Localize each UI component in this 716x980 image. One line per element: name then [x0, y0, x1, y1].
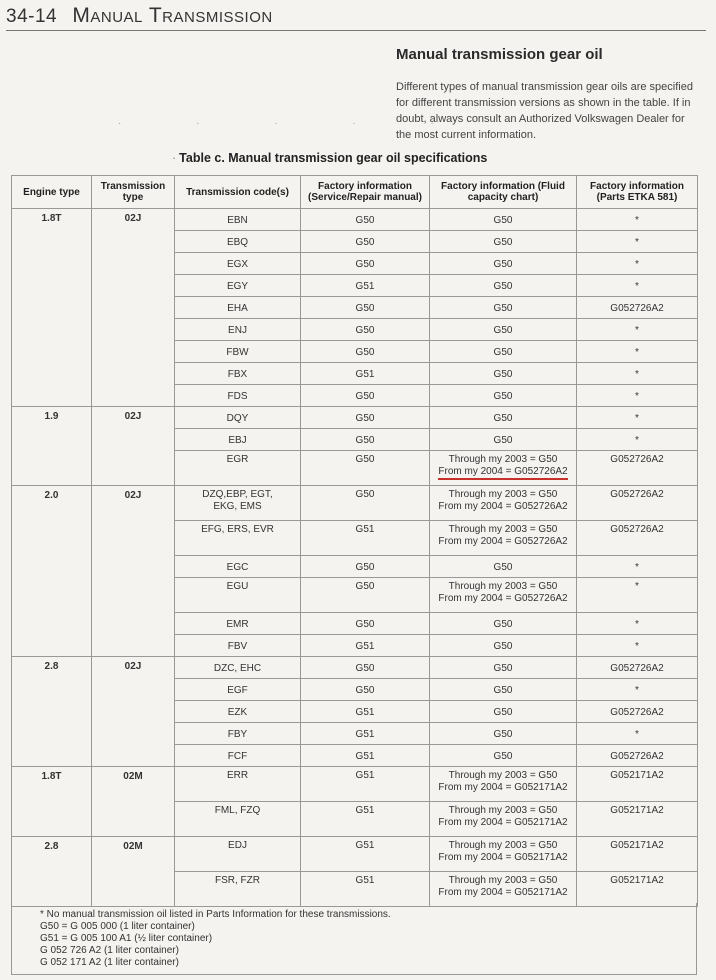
parts-etka-cell: * — [577, 275, 698, 297]
fluid-chart-line: G50 — [493, 685, 513, 696]
transmission-code-cell: EBQ — [175, 231, 301, 253]
engine-type-cell: 1.8T — [12, 767, 92, 837]
transmission-code-cell: FCF — [175, 745, 301, 767]
footnote-line: G51 = G 005 100 A1 (½ liter container) — [40, 933, 213, 944]
transmission-code-cell: EGX — [175, 253, 301, 275]
engine-type-cell: 1.8T — [12, 209, 92, 407]
service-manual-cell: G51 — [301, 723, 430, 745]
section-intro: Different types of manual transmission gear oils are specified for different transmission versions as shown in the table. If in doubt, always consult an Authorized Volkswagen Dealer for the most current information. — [396, 81, 693, 141]
parts-etka-cell: G052726A2 — [577, 451, 698, 486]
fluid-chart-line: From my 2004 = G052726A2 — [438, 536, 568, 547]
service-manual-cell: G51 — [301, 802, 430, 837]
fluid-chart-cell — [430, 657, 577, 679]
col-header-engine: Engine type — [12, 176, 92, 209]
table-body — [12, 209, 698, 907]
fluid-chart-line: From my 2004 = G052171A2 — [438, 887, 568, 898]
footnote-line: G 052 726 A2 (1 liter container) — [40, 945, 179, 956]
transmission-code-cell: EGR — [175, 451, 301, 486]
fluid-chart-cell — [430, 297, 577, 319]
red-underline-annotation — [438, 454, 567, 480]
table-row — [12, 837, 698, 872]
service-manual-cell: G51 — [301, 363, 430, 385]
parts-etka-cell: * — [577, 613, 698, 635]
parts-etka-cell: * — [577, 635, 698, 657]
service-manual-cell: G51 — [301, 521, 430, 556]
transmission-code-cell: EBJ — [175, 429, 301, 451]
col-header-fluid-chart: Factory information (Fluid capacity chart) — [430, 176, 577, 209]
parts-etka-cell: G052171A2 — [577, 802, 698, 837]
parts-etka-cell: * — [577, 319, 698, 341]
table-row — [12, 407, 698, 429]
parts-etka-cell: G052726A2 — [577, 486, 698, 521]
parts-etka-cell: G052726A2 — [577, 657, 698, 679]
transmission-code-cell: EHA — [175, 297, 301, 319]
service-manual-cell: G51 — [301, 745, 430, 767]
service-manual-cell: G50 — [301, 407, 430, 429]
fluid-chart-cell — [430, 363, 577, 385]
parts-etka-cell: * — [577, 363, 698, 385]
footnote-line: * No manual transmission oil listed in Parts Information for these transmissions. — [40, 909, 391, 920]
fluid-chart-cell — [430, 837, 577, 872]
table-row — [12, 486, 698, 521]
fluid-chart-line: Through my 2003 = G50 — [448, 875, 558, 886]
transmission-type-cell: 02J — [92, 209, 175, 407]
fluid-chart-line: G50 — [493, 215, 513, 226]
table-row — [12, 767, 698, 802]
transmission-code-cell: DZQ,EBP, EGT, EKG, EMS — [175, 486, 301, 521]
fluid-chart-cell — [430, 275, 577, 297]
fluid-chart-cell — [430, 767, 577, 802]
transmission-code-cell: ERR — [175, 767, 301, 802]
chapter-title: Manual Transmission — [72, 4, 273, 27]
fluid-chart-cell — [430, 429, 577, 451]
parts-etka-cell: * — [577, 407, 698, 429]
fluid-chart-line: Through my 2003 = G50 — [448, 524, 558, 535]
transmission-code-cell: EDJ — [175, 837, 301, 872]
service-manual-cell: G50 — [301, 679, 430, 701]
page-number: 34-14 — [6, 6, 58, 27]
service-manual-cell: G51 — [301, 635, 430, 657]
fluid-chart-line: G50 — [493, 281, 513, 292]
engine-type-cell: 2.8 — [12, 657, 92, 767]
engine-type-cell: 2.8 — [12, 837, 92, 907]
fluid-chart-line: From my 2004 = G052726A2 — [438, 593, 568, 604]
service-manual-cell: G51 — [301, 275, 430, 297]
fluid-chart-cell — [430, 385, 577, 407]
service-manual-cell: G50 — [301, 451, 430, 486]
service-manual-cell: G50 — [301, 231, 430, 253]
service-manual-cell: G51 — [301, 767, 430, 802]
transmission-type-cell: 02J — [92, 407, 175, 486]
fluid-chart-line: Through my 2003 = G50 — [448, 581, 558, 592]
table-title-text: Table c. Manual transmission gear oil specifications — [179, 151, 488, 165]
fluid-chart-cell — [430, 635, 577, 657]
transmission-type-cell: 02M — [92, 767, 175, 837]
parts-etka-cell: * — [577, 578, 698, 613]
fluid-chart-line: G50 — [493, 413, 513, 424]
transmission-code-cell: DZC, EHC — [175, 657, 301, 679]
service-manual-cell: G50 — [301, 613, 430, 635]
footnote-line: G50 = G 005 000 (1 liter container) — [40, 921, 195, 932]
service-manual-cell: G50 — [301, 429, 430, 451]
transmission-code-cell: EMR — [175, 613, 301, 635]
transmission-code-cell: EGF — [175, 679, 301, 701]
fluid-chart-line: G50 — [493, 303, 513, 314]
table-title: · Table c. Manual transmission gear oil specifications — [172, 151, 488, 165]
fluid-chart-cell — [430, 701, 577, 723]
service-manual-cell: G50 — [301, 209, 430, 231]
service-manual-cell: G50 — [301, 319, 430, 341]
service-manual-cell: G50 — [301, 297, 430, 319]
transmission-type-cell: 02M — [92, 837, 175, 907]
transmission-code-cell: FBV — [175, 635, 301, 657]
fluid-chart-cell — [430, 521, 577, 556]
service-manual-cell: G50 — [301, 657, 430, 679]
spec-table-wrap — [11, 175, 697, 976]
transmission-code-cell: FBY — [175, 723, 301, 745]
parts-etka-cell: * — [577, 429, 698, 451]
gear-oil-spec-table — [11, 175, 698, 907]
service-manual-cell: G51 — [301, 872, 430, 907]
footnotes — [11, 903, 697, 975]
parts-etka-cell: G052726A2 — [577, 297, 698, 319]
service-manual-cell: G51 — [301, 837, 430, 872]
footnote-line: G 052 171 A2 (1 liter container) — [40, 957, 179, 968]
fluid-chart-line: G50 — [493, 325, 513, 336]
fluid-chart-line: G50 — [493, 729, 513, 740]
fluid-chart-line: G50 — [493, 562, 513, 573]
col-header-service-manual: Factory information (Service/Repair manual) — [301, 176, 430, 209]
fluid-chart-line: From my 2004 = G052726A2 — [438, 466, 568, 477]
transmission-type-cell: 02J — [92, 486, 175, 657]
transmission-code-cell: FDS — [175, 385, 301, 407]
fluid-chart-line: G50 — [493, 663, 513, 674]
col-header-transmission-codes: Transmission code(s) — [175, 176, 301, 209]
parts-etka-cell: G052171A2 — [577, 767, 698, 802]
fluid-chart-line: From my 2004 = G052171A2 — [438, 782, 568, 793]
fluid-chart-line: G50 — [493, 707, 513, 718]
fluid-chart-line: G50 — [493, 619, 513, 630]
fluid-chart-cell — [430, 679, 577, 701]
col-header-parts-etka: Factory information (Parts ETKA 581) — [577, 176, 698, 209]
parts-etka-cell: * — [577, 341, 698, 363]
fluid-chart-cell — [430, 723, 577, 745]
fluid-chart-cell — [430, 745, 577, 767]
fluid-chart-line: G50 — [493, 347, 513, 358]
transmission-code-cell: FSR, FZR — [175, 872, 301, 907]
parts-etka-cell: G052726A2 — [577, 745, 698, 767]
fluid-chart-cell — [430, 253, 577, 275]
transmission-code-cell: EBN — [175, 209, 301, 231]
transmission-code-cell: EGC — [175, 556, 301, 578]
table-row — [12, 657, 698, 679]
transmission-code-cell: ENJ — [175, 319, 301, 341]
fluid-chart-cell — [430, 341, 577, 363]
parts-etka-cell: * — [577, 231, 698, 253]
fluid-chart-line: Through my 2003 = G50 — [448, 840, 558, 851]
fluid-chart-cell — [430, 872, 577, 907]
fluid-chart-cell — [430, 407, 577, 429]
fluid-chart-line: Through my 2003 = G50 — [448, 454, 558, 465]
service-manual-cell: G50 — [301, 486, 430, 521]
fluid-chart-line: From my 2004 = G052726A2 — [438, 501, 568, 512]
header-rule — [6, 30, 706, 31]
parts-etka-cell: * — [577, 679, 698, 701]
fluid-chart-line: G50 — [493, 435, 513, 446]
parts-etka-cell: G052171A2 — [577, 872, 698, 907]
service-manual-cell: G50 — [301, 385, 430, 407]
col-header-transmission-type: Transmission type — [92, 176, 175, 209]
fluid-chart-cell — [430, 231, 577, 253]
fluid-chart-cell — [430, 556, 577, 578]
page-header — [6, 4, 273, 28]
fluid-chart-cell — [430, 319, 577, 341]
fluid-chart-cell — [430, 451, 577, 486]
fluid-chart-line: Through my 2003 = G50 — [448, 489, 558, 500]
service-manual-cell: G51 — [301, 701, 430, 723]
parts-etka-cell: G052726A2 — [577, 701, 698, 723]
transmission-type-cell: 02J — [92, 657, 175, 767]
transmission-code-cell: EFG, ERS, EVR — [175, 521, 301, 556]
fluid-chart-line: G50 — [493, 369, 513, 380]
fluid-chart-line: G50 — [493, 641, 513, 652]
parts-etka-cell: * — [577, 556, 698, 578]
transmission-code-cell: FML, FZQ — [175, 802, 301, 837]
fluid-chart-cell — [430, 486, 577, 521]
fluid-chart-cell — [430, 613, 577, 635]
fluid-chart-line: G50 — [493, 391, 513, 402]
service-manual-cell: G50 — [301, 556, 430, 578]
fluid-chart-line: G50 — [493, 751, 513, 762]
fluid-chart-cell — [430, 209, 577, 231]
section-title: Manual transmission gear oil — [396, 46, 603, 63]
parts-etka-cell: G052726A2 — [577, 521, 698, 556]
fluid-chart-line: G50 — [493, 237, 513, 248]
transmission-code-cell: FBX — [175, 363, 301, 385]
fluid-chart-line: Through my 2003 = G50 — [448, 770, 558, 781]
service-manual-cell: G50 — [301, 578, 430, 613]
transmission-code-cell: EGY — [175, 275, 301, 297]
fluid-chart-line: From my 2004 = G052171A2 — [438, 852, 568, 863]
fluid-chart-line: From my 2004 = G052171A2 — [438, 817, 568, 828]
fluid-chart-line: Through my 2003 = G50 — [448, 805, 558, 816]
parts-etka-cell: G052171A2 — [577, 837, 698, 872]
table-header-row — [12, 176, 698, 209]
service-manual-cell: G50 — [301, 341, 430, 363]
engine-type-cell: 2.0 — [12, 486, 92, 657]
engine-type-cell: 1.9 — [12, 407, 92, 486]
parts-etka-cell: * — [577, 385, 698, 407]
fluid-chart-line: G50 — [493, 259, 513, 270]
fluid-chart-cell — [430, 578, 577, 613]
parts-etka-cell: * — [577, 253, 698, 275]
service-manual-cell: G50 — [301, 253, 430, 275]
scan-specks: · · · · · — [118, 118, 470, 129]
transmission-code-cell: DQY — [175, 407, 301, 429]
transmission-code-cell: FBW — [175, 341, 301, 363]
fluid-chart-cell — [430, 802, 577, 837]
parts-etka-cell: * — [577, 209, 698, 231]
parts-etka-cell: * — [577, 723, 698, 745]
transmission-code-cell: EGU — [175, 578, 301, 613]
table-row — [12, 209, 698, 231]
transmission-code-cell: EZK — [175, 701, 301, 723]
